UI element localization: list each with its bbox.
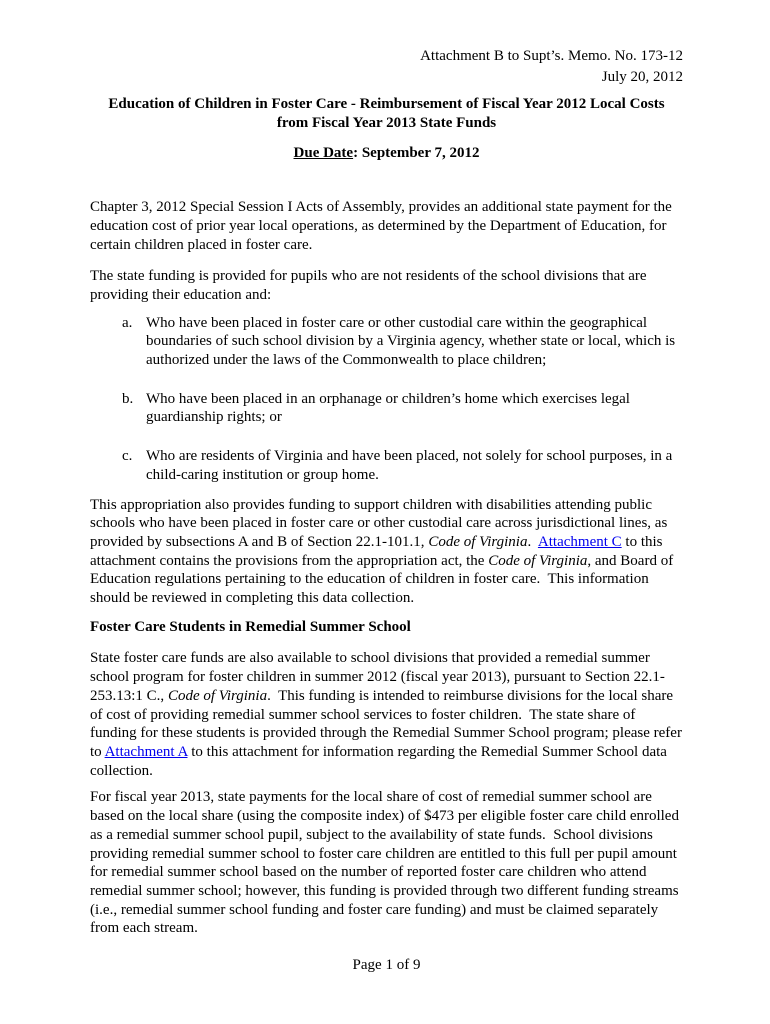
list-item-a: [90, 314, 683, 370]
attachment-a-link[interactable]: Attachment A: [104, 743, 188, 760]
paragraph-remedial-summer-school: [90, 649, 686, 780]
attachment-c-link[interactable]: Attachment C: [537, 533, 622, 550]
list-item-b: [90, 390, 683, 427]
list-marker-c: c.: [122, 448, 133, 465]
text-run: This appropriation also provides funding to support children with disabilities attending public schools who have been placed in foster care or other custodial care across jurisdictional lines, as provided by subsections A and B of Section 22.1-101.1,: [90, 496, 672, 550]
paragraph-authority: Chapter 3, 2012 Special Session I Acts of Assembly, provides an additional state payment for the education cost of prior year local operations, as determined by the Department of Education, for certain children placed in foster care.: [90, 199, 676, 253]
due-date-value: : September 7, 2012: [353, 145, 480, 162]
memo-header: [90, 46, 683, 88]
list-marker-b: b.: [122, 390, 134, 407]
code-of-virginia-citation: Code of Virginia: [488, 552, 588, 569]
list-item-c-text: Who are residents of Virginia and have been placed, not solely for school purposes, in a child-caring institution or group home.: [146, 448, 673, 483]
text-run: to this attachment contains the provisions from the appropriation act, the: [90, 533, 667, 569]
code-of-virginia-citation: Code of Virginia: [167, 687, 268, 704]
text-run: . This funding is intended to reimburse divisions for the local share of cost of providing remedial summer school services to foster children. The state share of funding for these students is provided through the Remedial Summer School program; please refer to: [90, 687, 686, 760]
memo-reference: Attachment B to Supt’s. Memo. No. 173-12: [420, 48, 683, 64]
list-item-c: [90, 447, 683, 484]
list-item-b-text: Who have been placed in an orphanage or children’s home which exercises legal guardianship rights; or: [146, 390, 630, 426]
paragraph-appropriation: [90, 496, 683, 608]
text-run: .: [527, 533, 538, 550]
text-run: , and Board of Education regulations pertaining to the education of children in foster care. This information should be reviewed in completing this data collection.: [90, 552, 677, 607]
eligibility-list: [90, 314, 683, 485]
due-date-line: [90, 144, 683, 163]
paragraph-fiscal-year-payments: For fiscal year 2013, state payments for the local share of cost of remedial summer school are based on the local share (using the composite index) of $473 per eligible foster care child enrolled as a remedial summer school pupil, subject to the availability of state funds. School divisions providing remedial summer school to foster care children are entitled to this full per pupil amount for remedial summer school based on the number of reported foster care children who attend remedial summer school; however, this funding is provided through two different funding streams (i.e., remedial summer school funding and foster care funding) and must be claimed separately from each stream.: [90, 789, 683, 937]
document-title-line2: from Fiscal Year 2013 State Funds: [276, 114, 497, 131]
document-title: [90, 95, 683, 132]
text-run: State foster care funds are also available to school divisions that provided a remedial summer school program for foster children in summer 2012 (fiscal year 2013), pursuant to Section 22.1-253.13:1 C.,: [90, 650, 665, 704]
section-heading-remedial-summer-school: Foster Care Students in Remedial Summer School: [90, 618, 411, 635]
code-of-virginia-citation: Code of Virginia: [428, 533, 528, 550]
page-number: Page 1 of 9: [352, 957, 421, 974]
paragraph-eligibility-intro: The state funding is provided for pupils who are not residents of the school divisions that are providing their education and:: [90, 268, 651, 303]
text-run: to this attachment for information regarding the Remedial Summer School data collection.: [90, 743, 671, 779]
list-item-a-text: Who have been placed in foster care or other custodial care within the geographical boundaries of such school division by a Virginia agency, whether state or local, which is authorized under the laws of the Commonwealth to place children;: [146, 314, 676, 369]
memo-date: July 20, 2012: [601, 69, 683, 85]
due-date-label: Due Date: [293, 145, 354, 162]
list-marker-a: a.: [122, 314, 133, 331]
document-title-line1: Education of Children in Foster Care - Reimbursement of Fiscal Year 2012 Local Costs: [108, 96, 665, 112]
